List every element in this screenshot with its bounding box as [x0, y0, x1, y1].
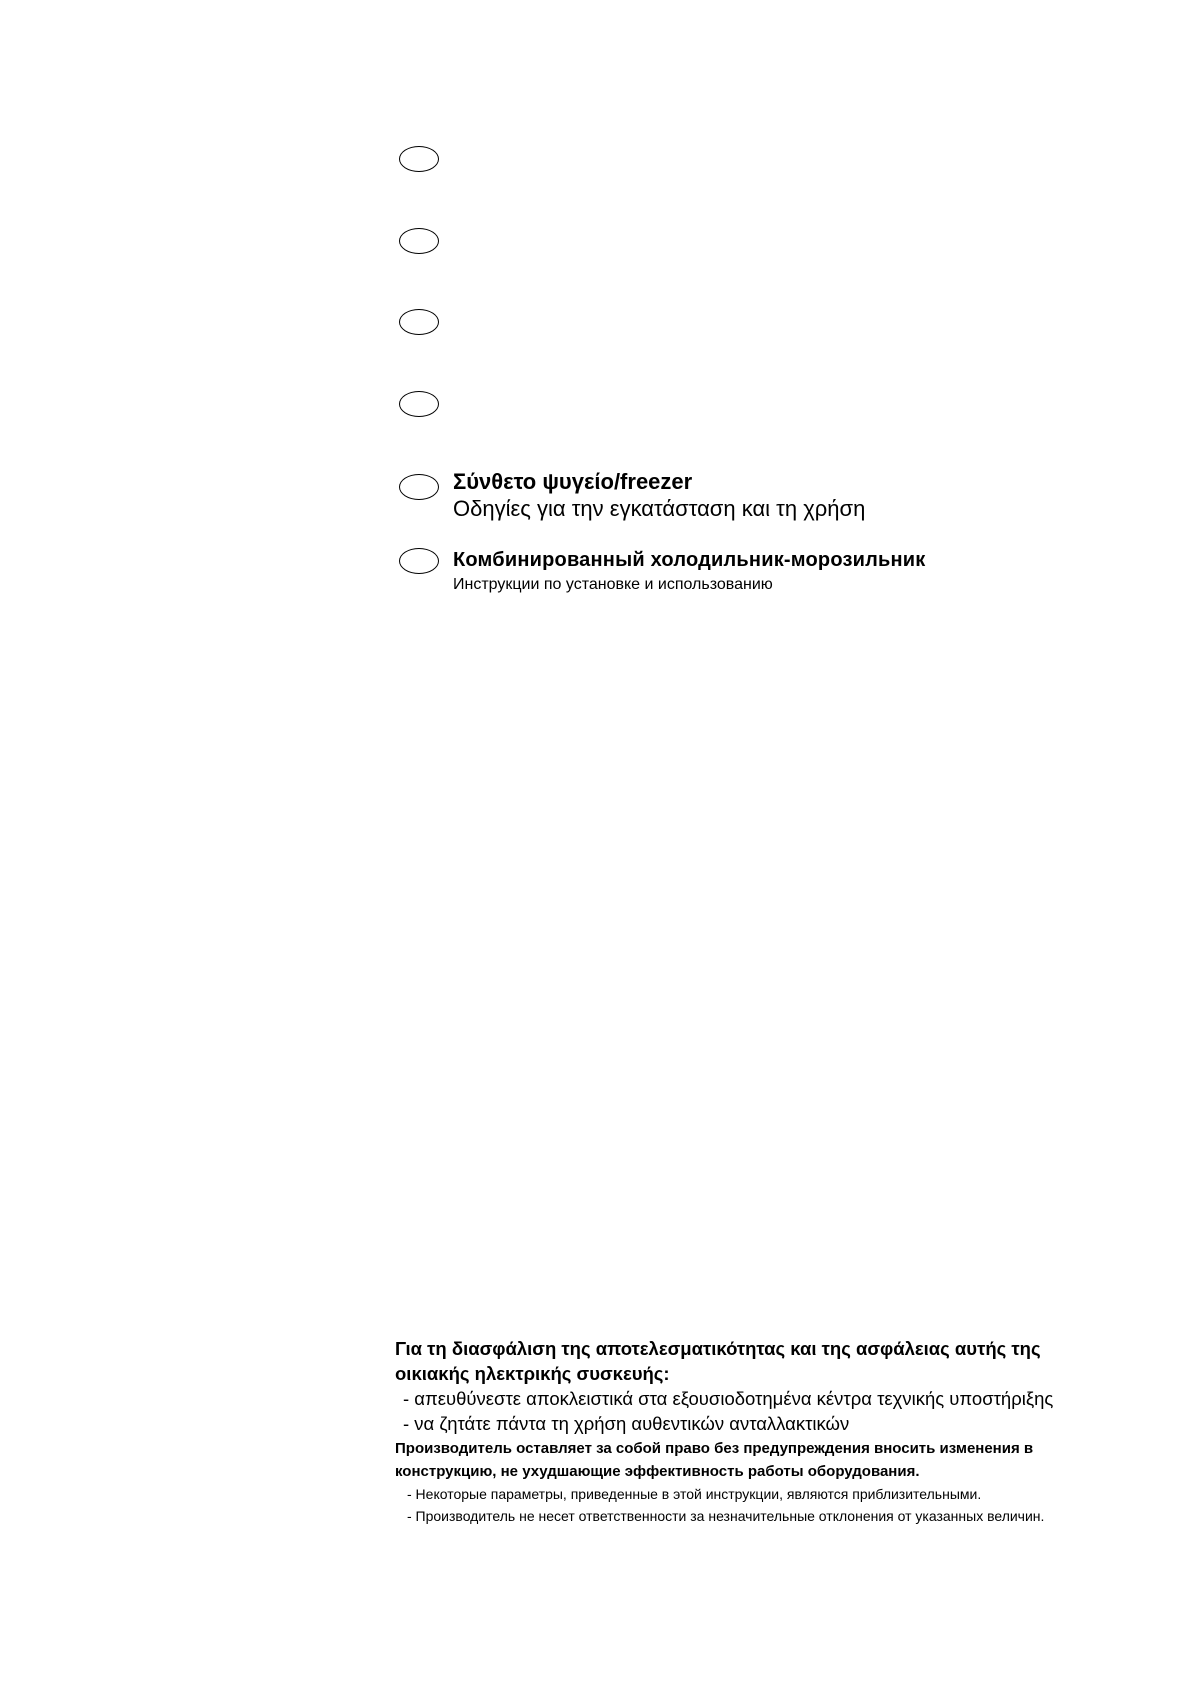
language-oval-greek	[399, 474, 439, 500]
russian-entry	[453, 547, 926, 597]
russian-title: Комбинированный холодильник-морозильник	[453, 549, 926, 571]
russian-subtitle: Инструкции по установке и использованию	[453, 576, 773, 593]
language-oval-russian	[399, 548, 439, 574]
language-oval-3	[399, 309, 439, 335]
russian-note-heading: Производитель оставляет за собой право без предупреждения вносить изменения в конструкцию, не ухудшающие эффективность работы оборудования.	[395, 1440, 1034, 1480]
greek-note-item: - να ζητάτε πάντα τη χρήση αυθεντικών ανταλλακτικών	[403, 1413, 850, 1434]
greek-subtitle: Οδηγίες για την εγκατάσταση και τη χρήση	[453, 496, 866, 521]
russian-note-item: - Некоторые параметры, приведенные в этой инструкции, являются приблизительными.	[407, 1486, 982, 1502]
greek-note-item: - απευθύνεστε αποκλειστικά στα εξουσιοδοτημένα κέντρα τεχνικής υποστήριξης	[403, 1388, 1054, 1409]
greek-title: Σύνθετο ψυγείο/freezer	[453, 469, 693, 494]
language-oval-4	[399, 391, 439, 417]
greek-service-note	[395, 1336, 1145, 1436]
language-oval-2	[399, 228, 439, 254]
russian-disclaimer-note	[395, 1437, 1145, 1527]
greek-entry	[453, 469, 865, 523]
russian-note-item: - Производитель не несет ответственности за незначительные отклонения от указанных величин.	[407, 1508, 1045, 1524]
greek-note-heading: Για τη διασφάλιση της αποτελεσματικότητας και της ασφάλειας αυτής της οικιακής ηλεκτρικής συσκευής:	[395, 1338, 1041, 1384]
language-oval-1	[399, 146, 439, 172]
